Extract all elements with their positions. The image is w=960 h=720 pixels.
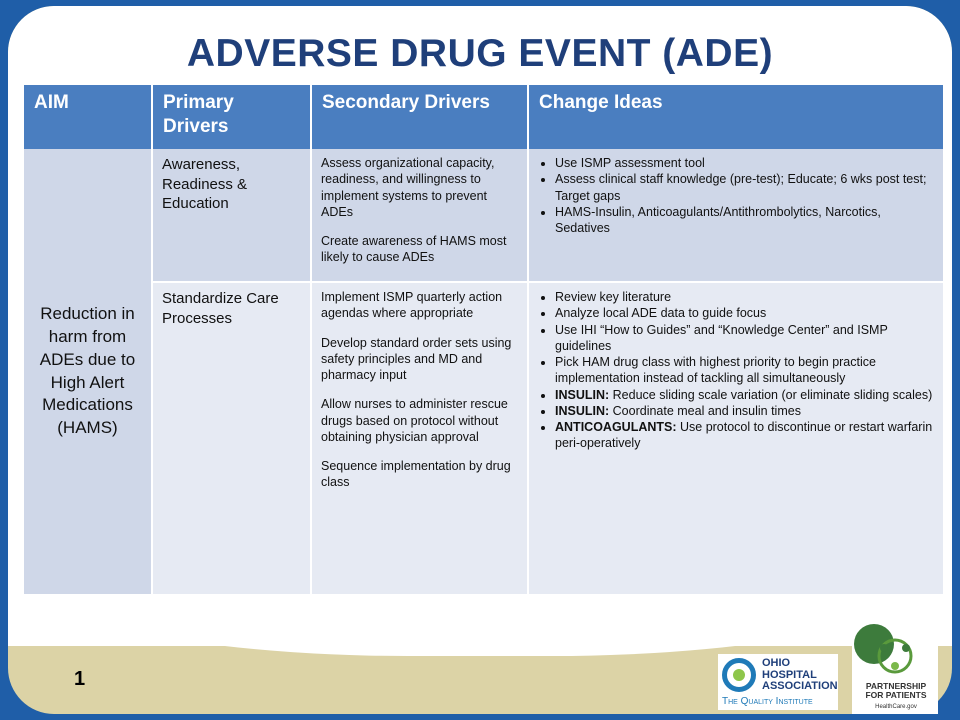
primary-driver: Awareness, Readiness & Education — [152, 149, 311, 282]
header-secondary-drivers: Secondary Drivers — [311, 85, 528, 149]
secondary-driver-item: Allow nurses to administer rescue drugs based on protocol without obtaining physician approval — [321, 397, 508, 444]
page-title: ADVERSE DRUG EVENT (ADE) — [186, 32, 774, 75]
list-item: • INSULIN: Coordinate meal and insulin times — [555, 403, 934, 419]
partnership-for-patients-logo — [852, 622, 938, 714]
table-row — [24, 149, 944, 282]
pfp-logo-name: PARTNERSHIP FOR PATIENTS — [865, 681, 927, 701]
list-item: • Use ISMP assessment tool — [555, 155, 934, 171]
list-item: • Analyze local ADE data to guide focus — [555, 305, 934, 321]
list-item: • INSULIN: Reduce sliding scale variation (or eliminate sliding scales) — [555, 387, 934, 403]
secondary-driver-item: Create awareness of HAMS most likely to cause ADEs — [321, 234, 507, 265]
header-change-ideas: Change Ideas — [528, 85, 944, 149]
list-item: • ANTICOAGULANTS: Use protocol to discontinue or restart warfarin peri-operatively — [555, 419, 934, 452]
list-item: • Pick HAM drug class with highest priority to begin practice implementation instead of tackling all simultaneously — [555, 354, 934, 387]
page-number: 1 — [74, 668, 86, 690]
list-item: • Review key literature — [555, 289, 934, 305]
people-circle-icon — [866, 636, 924, 676]
table-header-row — [24, 85, 944, 149]
table-row — [24, 282, 944, 595]
secondary-driver-item: Assess organizational capacity, readiness, and willingness to implement systems to prevent ADEs — [321, 156, 495, 219]
header-aim: AIM — [24, 85, 152, 149]
secondary-driver-item: Sequence implementation by drug class — [321, 459, 511, 490]
driver-diagram-table — [24, 85, 945, 596]
oha-logo-subtitle: The Quality Institute — [722, 696, 813, 707]
change-ideas — [528, 149, 944, 282]
list-item: • Assess clinical staff knowledge (pre-test); Educate; 6 wks post test; Target gaps — [555, 171, 934, 204]
oha-logo-name: OHIO HOSPITAL ASSOCIATION — [762, 657, 838, 693]
oha-ring-icon — [722, 658, 756, 692]
list-item: • Use IHI “How to Guides” and “Knowledge Center” and ISMP guidelines — [555, 322, 934, 355]
change-ideas-list — [538, 155, 934, 236]
secondary-drivers — [311, 149, 528, 282]
change-ideas-list — [538, 289, 934, 452]
aim-cell: Reduction in harm from ADEs due to High Alert Medications (HAMS) — [24, 149, 152, 595]
secondary-drivers — [311, 282, 528, 595]
list-item: • HAMS-Insulin, Anticoagulants/Antithrombolytics, Narcotics, Sedatives — [555, 204, 934, 237]
change-ideas — [528, 282, 944, 595]
secondary-driver-item: Develop standard order sets using safety principles and MD and pharmacy input — [321, 335, 512, 382]
primary-driver: Standardize Care Processes — [152, 282, 311, 595]
secondary-driver-item: Implement ISMP quarterly action agendas where appropriate — [321, 290, 503, 321]
pfp-logo-url: HealthCare.gov — [875, 704, 917, 710]
header-primary-drivers: Primary Drivers — [152, 85, 311, 149]
ohio-hospital-association-logo — [718, 654, 838, 710]
